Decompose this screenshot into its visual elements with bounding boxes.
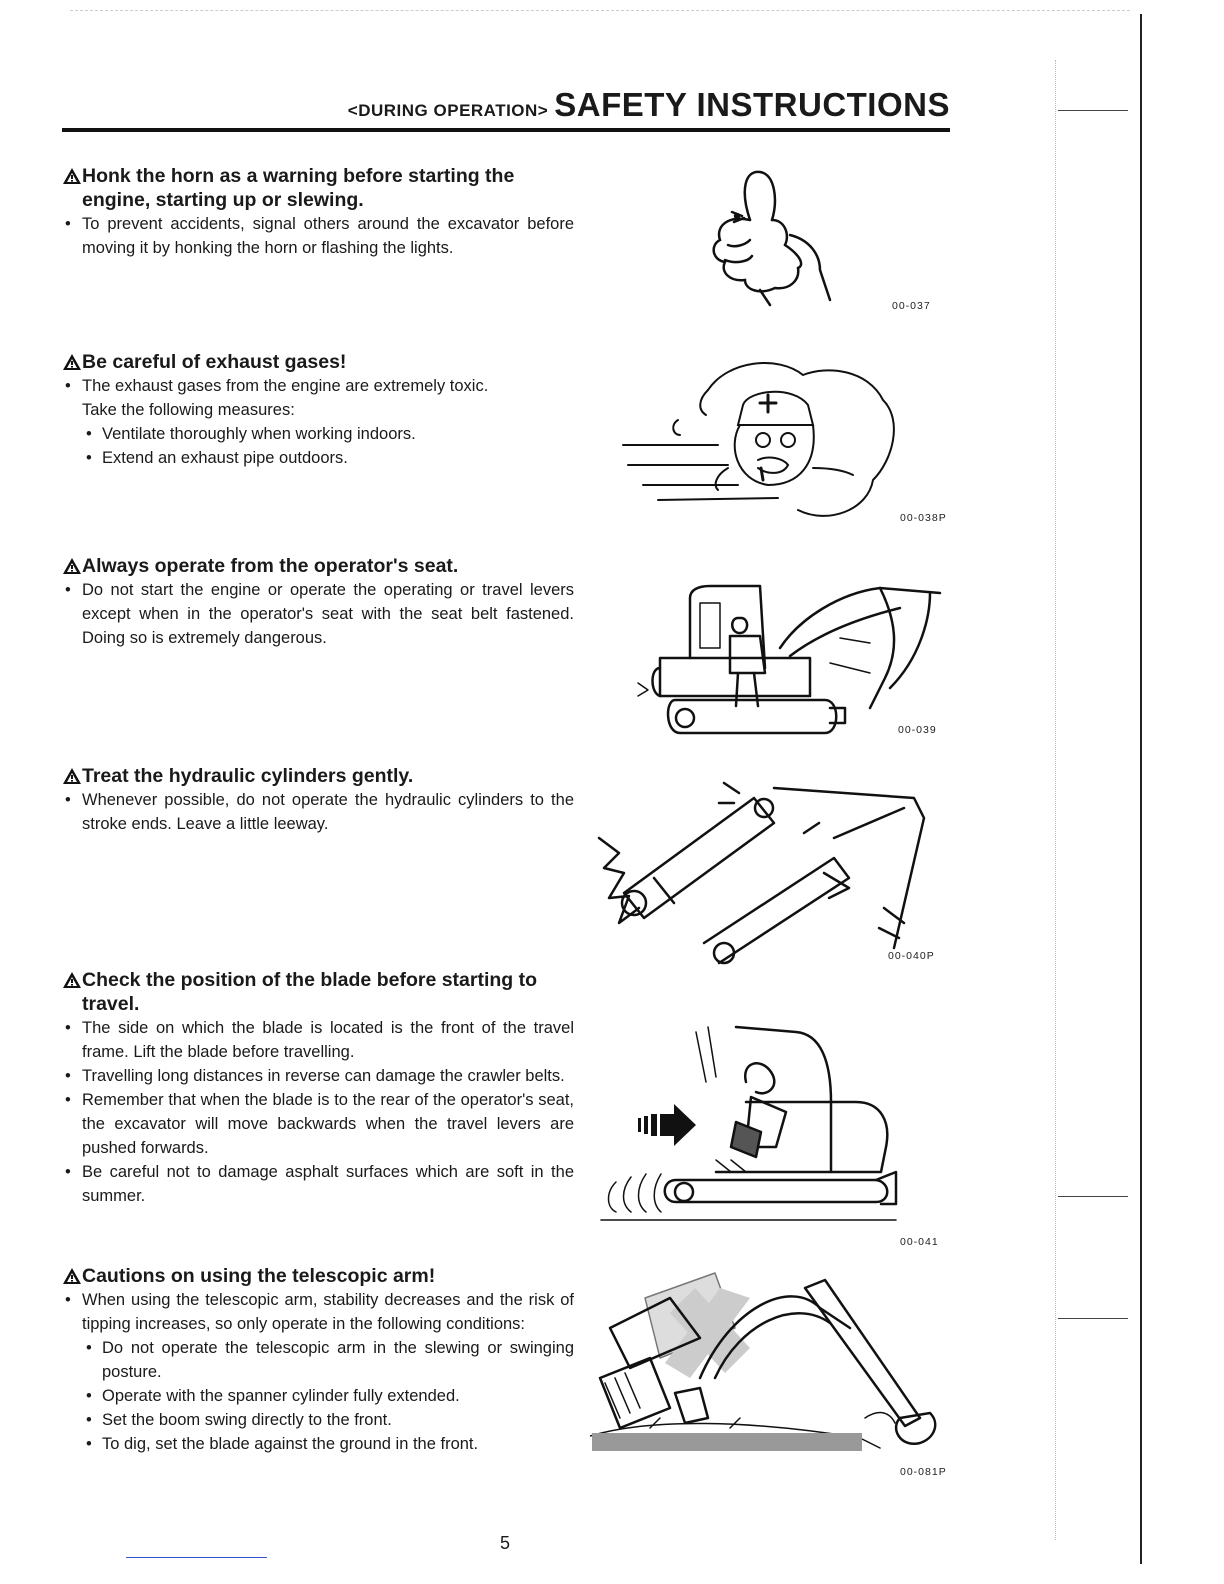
bullet-item: • Be careful not to damage asphalt surfaces which are soft in the summer. xyxy=(62,1160,574,1208)
bullet-item: • The exhaust gases from the engine are extremely toxic. xyxy=(62,374,574,398)
sub-bullet-item: • Set the boom swing directly to the front. xyxy=(62,1408,574,1432)
sub-bullet-item: • To dig, set the blade against the ground in the front. xyxy=(62,1432,574,1456)
sub-bullet-item: • Ventilate thoroughly when working indoors. xyxy=(62,422,574,446)
bullet-item: • Travelling long distances in reverse can damage the crawler belts. xyxy=(62,1064,574,1088)
figure-code: 00-037 xyxy=(892,300,931,312)
hydraulic-cylinder-impact-icon xyxy=(594,778,934,968)
section-blade-position xyxy=(62,968,574,1208)
bullet-item: • To prevent accidents, signal others around the excavator before moving it by honking the horn or flashing the lights. xyxy=(62,212,574,260)
figure-horn xyxy=(690,160,950,320)
figure-hydraulic xyxy=(594,778,952,968)
section-heading: Be careful of exhaust gases! xyxy=(62,350,574,374)
bullet-continuation: Take the following measures: xyxy=(82,401,295,419)
bullet-item: • Whenever possible, do not operate the hydraulic cylinders to the stroke ends. Leave a little leeway. xyxy=(62,788,574,836)
section-heading: Check the position of the blade before starting to travel. xyxy=(62,968,574,1016)
warning-triangle-icon xyxy=(62,767,82,785)
bullet-item: • Do not start the engine or operate the operating or travel levers except when in the operator's seat with the seat belt fastened. Doing so is extremely dangerous. xyxy=(62,578,574,650)
warning-triangle-icon xyxy=(62,167,82,185)
page-number: 5 xyxy=(500,1533,511,1553)
sub-bullet-item: • Operate with the spanner cylinder fully extended. xyxy=(62,1384,574,1408)
figure-code: 00-038P xyxy=(900,512,947,524)
thumbs-up-hand-icon xyxy=(690,160,870,310)
margin-mark xyxy=(1058,1196,1128,1197)
figure-telescopic xyxy=(590,1268,952,1484)
warning-triangle-icon xyxy=(62,1267,82,1285)
figure-code: 00-039 xyxy=(898,724,937,736)
bullet-item: • When using the telescopic arm, stability decreases and the risk of tipping increases, so only operate in the following conditions: xyxy=(62,1288,574,1336)
sub-bullet-item: • Do not operate the telescopic arm in the slewing or swinging posture. xyxy=(62,1336,574,1384)
figure-operator xyxy=(630,578,952,740)
warning-triangle-icon xyxy=(62,971,82,989)
worker-in-smoke-icon xyxy=(618,350,918,535)
sub-bullet-item: • Extend an exhaust pipe outdoors. xyxy=(62,446,574,470)
warning-triangle-icon xyxy=(62,557,82,575)
scan-edge-line xyxy=(70,10,1130,12)
binding-guide-line xyxy=(1055,60,1057,1540)
section-heading: Always operate from the operator's seat. xyxy=(62,554,574,578)
page-edge-rule xyxy=(1140,14,1142,1564)
figure-exhaust xyxy=(618,350,953,535)
figure-code: 00-040P xyxy=(888,950,935,962)
section-heading: Cautions on using the telescopic arm! xyxy=(62,1264,574,1288)
margin-mark xyxy=(1058,110,1128,111)
bullet-item: • Remember that when the blade is to the rear of the operator's seat, the excavator will move backwards when the travel levers are pushed forwards. xyxy=(62,1088,574,1160)
excavator-reverse-travel-icon xyxy=(596,1022,906,1222)
figure-blade xyxy=(596,1022,952,1250)
excavator-operator-icon xyxy=(630,578,950,738)
page-title: SAFETY INSTRUCTIONS xyxy=(554,86,950,123)
section-hydraulic-cylinders xyxy=(62,764,574,836)
section-operator-seat xyxy=(62,554,574,650)
bullet-item: • The side on which the blade is located is the front of the travel frame. Lift the blade before travelling. xyxy=(62,1016,574,1064)
page-header xyxy=(62,82,950,132)
footnote-rule xyxy=(126,1557,267,1558)
figure-code: 00-081P xyxy=(900,1466,947,1478)
section-exhaust-gases xyxy=(62,350,574,470)
section-heading: Treat the hydraulic cylinders gently. xyxy=(62,764,574,788)
tipping-excavator-icon xyxy=(590,1268,952,1468)
header-subtitle: <DURING OPERATION> xyxy=(347,101,549,120)
section-heading: Honk the horn as a warning before starting the engine, starting up or slewing. xyxy=(62,164,574,212)
section-telescopic-arm xyxy=(62,1264,574,1456)
warning-triangle-icon xyxy=(62,353,82,371)
section-horn-warning xyxy=(62,164,574,260)
margin-mark xyxy=(1058,1318,1128,1319)
figure-code: 00-041 xyxy=(900,1236,939,1248)
